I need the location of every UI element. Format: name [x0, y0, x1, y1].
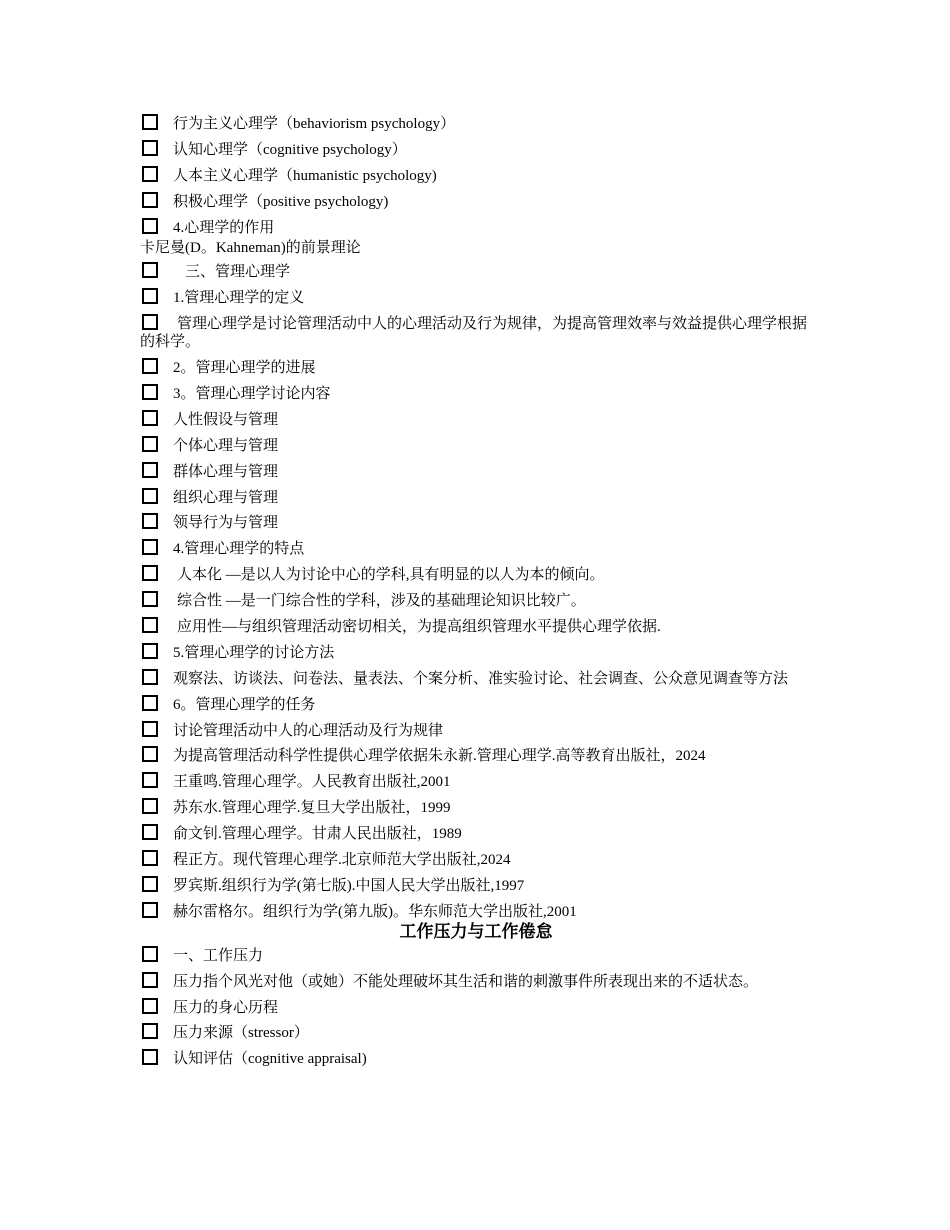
- checkbox-icon: [142, 876, 158, 892]
- list-item: 认知心理学（cognitive psychology）: [140, 141, 812, 159]
- list-item: 压力来源（stressor）: [140, 1024, 812, 1042]
- list-item: 4.管理心理学的特点: [140, 540, 812, 558]
- checkbox-icon: [142, 998, 158, 1014]
- checkbox-icon: [142, 946, 158, 962]
- list-item: 综合性 —是一门综合性的学科，涉及的基础理论知识比较广。: [140, 592, 812, 610]
- list-item: 个体心理与管理: [140, 437, 812, 455]
- checkbox-icon: [142, 140, 158, 156]
- list-item: 组织心理与管理: [140, 489, 812, 507]
- list-item: 王重鸣.管理心理学。人民教育出版社,2001: [140, 773, 812, 791]
- list-item: 赫尔雷格尔。组织行为学(第九版)。华东师范大学出版社,2001: [140, 903, 812, 921]
- checkbox-icon: [142, 902, 158, 918]
- prospect-theory-line: 卡尼曼(D。Kahneman)的前景理论: [140, 240, 361, 257]
- checkbox-icon: [142, 772, 158, 788]
- document-page: [140, 115, 812, 1076]
- list-item: 积极心理学（positive psychology): [140, 193, 812, 211]
- checkbox-icon: [142, 721, 158, 737]
- checkbox-icon: [142, 565, 158, 581]
- checkbox-icon: [142, 462, 158, 478]
- list-item: 4.心理学的作用: [140, 219, 812, 237]
- list-item: 人性假设与管理: [140, 411, 812, 429]
- checkbox-icon: [142, 643, 158, 659]
- list-item: 1.管理心理学的定义: [140, 289, 812, 307]
- checkbox-icon: [142, 669, 158, 685]
- list-item: 压力指个风光对他（或她）不能处理破坏其生活和谐的刺激事件所表现出来的不适状态。: [140, 973, 812, 991]
- list-item: 压力的身心历程: [140, 999, 812, 1017]
- checkbox-icon: [142, 218, 158, 234]
- checkbox-icon: [142, 262, 158, 278]
- list-item: 认知评估（cognitive appraisal): [140, 1050, 812, 1068]
- checkbox-icon: [142, 314, 158, 330]
- checkbox-icon: [142, 824, 158, 840]
- list-item: 人本主义心理学（humanistic psychology): [140, 167, 812, 185]
- list-item: 俞文钊.管理心理学。甘肃人民出版社，1989: [140, 825, 812, 843]
- list-item: 苏东水.管理心理学.复旦大学出版社，1999: [140, 799, 812, 817]
- checkbox-icon: [142, 513, 158, 529]
- list-item: 罗宾斯.组织行为学(第七版).中国人民大学出版社,1997: [140, 877, 812, 895]
- checkbox-icon: [142, 488, 158, 504]
- checkbox-icon: [142, 539, 158, 555]
- checkbox-icon: [142, 358, 158, 374]
- section-title: 三、管理心理学: [140, 263, 812, 281]
- list-item: 管理心理学是讨论管理活动中人的心理活动及行为规律，为提高管理效率与效益提供心理学根据的科学。: [140, 316, 808, 351]
- list-item: 领导行为与管理: [140, 514, 812, 532]
- list-item: 群体心理与管理: [140, 463, 812, 481]
- checkbox-icon: [142, 1023, 158, 1039]
- checkbox-icon: [142, 1049, 158, 1065]
- checkbox-icon: [142, 850, 158, 866]
- checkbox-icon: [142, 972, 158, 988]
- list-item: 3。管理心理学讨论内容: [140, 385, 812, 403]
- list-item: 应用性—与组织管理活动密切相关，为提高组织管理水平提供心理学依据.: [140, 618, 812, 636]
- list-item: 讨论管理活动中人的心理活动及行为规律: [140, 722, 812, 740]
- list-item: 程正方。现代管理心理学.北京师范大学出版社,2024: [140, 851, 812, 869]
- list-item: 6。管理心理学的任务: [140, 696, 812, 714]
- list-item: 人本化 —是以人为讨论中心的学科,具有明显的以人为本的倾向。: [140, 566, 812, 584]
- checkbox-icon: [142, 591, 158, 607]
- list-item: 一、工作压力: [140, 947, 812, 965]
- list-item: 为提高管理活动科学性提供心理学依据朱永新.管理心理学.高等教育出版社，2024: [140, 747, 812, 765]
- list-item: 观察法、访谈法、问卷法、量表法、个案分析、准实验讨论、社会调查、公众意见调查等方法: [140, 670, 812, 688]
- checkbox-icon: [142, 114, 158, 130]
- checkbox-icon: [142, 617, 158, 633]
- checkbox-icon: [142, 436, 158, 452]
- checkbox-icon: [142, 798, 158, 814]
- checkbox-icon: [142, 192, 158, 208]
- checkbox-icon: [142, 166, 158, 182]
- checkbox-icon: [142, 695, 158, 711]
- checkbox-icon: [142, 746, 158, 762]
- checkbox-icon: [142, 410, 158, 426]
- section-heading: 工作压力与工作倦怠: [399, 921, 553, 941]
- list-item: 2。管理心理学的进展: [140, 359, 812, 377]
- checkbox-icon: [142, 384, 158, 400]
- checkbox-icon: [142, 288, 158, 304]
- list-item: 行为主义心理学（behaviorism psychology）: [140, 115, 812, 133]
- list-item: 5.管理心理学的讨论方法: [140, 644, 812, 662]
